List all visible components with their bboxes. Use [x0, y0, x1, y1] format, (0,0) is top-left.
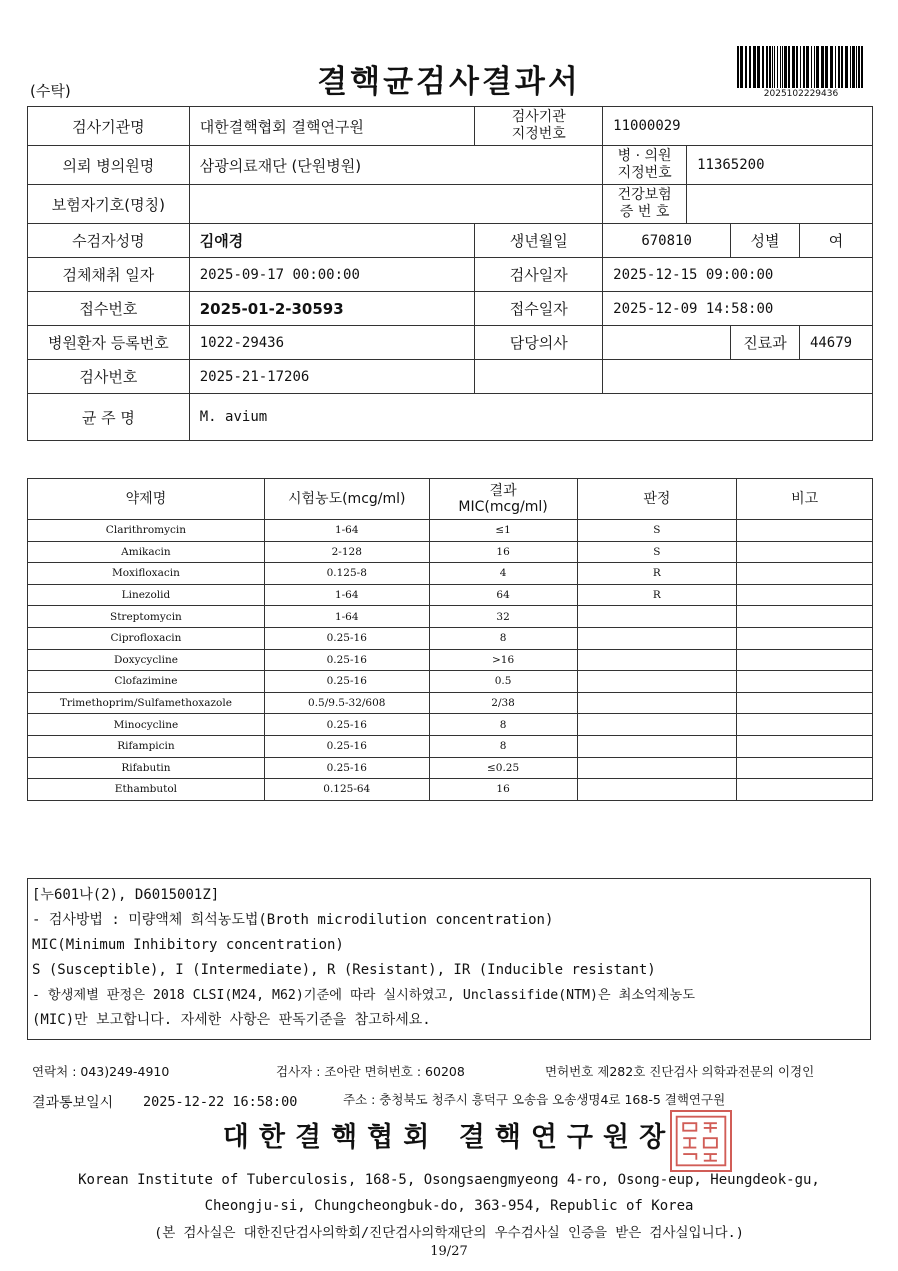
drug-name-cell: Rifampicin: [28, 735, 265, 757]
barcode-bar: [800, 46, 801, 88]
drug-name-cell: Streptomycin: [28, 606, 265, 628]
lab-name-label: 검사기관명: [28, 107, 190, 146]
health-ins-label: [603, 185, 687, 224]
barcode-bar: [780, 46, 781, 88]
sex-value: 여: [799, 224, 872, 258]
remarks-cell: [737, 671, 873, 693]
lab-code-label-text: 검사기관 지정번호: [511, 109, 566, 142]
test-conc-cell: 1-64: [264, 584, 429, 606]
patient-name-label: 수검자성명: [28, 224, 190, 258]
header-remarks: 비고: [737, 479, 873, 520]
barcode-bar: [806, 46, 809, 88]
barcode-bar: [777, 46, 778, 88]
hospital-code-label: [603, 146, 687, 185]
barcode-bar: [772, 46, 773, 88]
test-conc-cell: 0.25-16: [264, 735, 429, 757]
test-no-value: 2025-21-17206: [189, 360, 475, 394]
receipt-no-value: 2025-01-2-30593: [189, 292, 475, 326]
interpretation-cell: S: [577, 520, 737, 542]
collect-date-value: 2025-09-17 00:00:00: [189, 258, 475, 292]
table-row: [28, 671, 873, 693]
test-conc-cell: 0.125-8: [264, 563, 429, 585]
barcode-bar: [796, 46, 798, 88]
test-conc-cell: 1-64: [264, 520, 429, 542]
remarks-cell: [737, 757, 873, 779]
health-ins-value: [687, 185, 873, 224]
remarks-cell: [737, 627, 873, 649]
header-mic-text: 결과 MIC(mcg/ml): [458, 483, 548, 515]
certification-note: (본 검사실은 대한진단검사의학회/진단검사의학재단의 우수검사실 인증을 받은 검사실입니다.): [154, 1225, 744, 1241]
receipt-date-value: 2025-12-09 14:58:00: [603, 292, 873, 326]
interpretation-cell: [577, 671, 737, 693]
mic-cell: ≤0.25: [429, 757, 577, 779]
test-conc-cell: 0.125-64: [264, 779, 429, 801]
mic-cell: 0.5: [429, 671, 577, 693]
collect-date-label: 검체채취 일자: [28, 258, 190, 292]
test-date-label: 검사일자: [475, 258, 603, 292]
empty-cell: [475, 360, 603, 394]
hospital-code-label-text: 병 · 의원 지정번호: [617, 148, 672, 181]
remarks-cell: [737, 563, 873, 585]
barcode-bar: [745, 46, 747, 88]
address-korean: 주소 : 충청북도 청주시 흥덕구 오송읍 오송생명4로 168-5 결핵연구원: [343, 1092, 726, 1107]
report-datetime-label: 결과통보일시: [32, 1095, 114, 1111]
sex-label: 성별: [731, 224, 800, 258]
barcode-bar: [811, 46, 812, 88]
interpretation-cell: R: [577, 563, 737, 585]
table-row: [28, 649, 873, 671]
barcode-bar: [835, 46, 836, 88]
organism-label: 균 주 명: [28, 394, 190, 441]
table-row: [28, 520, 873, 542]
dept-label: 진료과: [731, 326, 800, 360]
note-line: [누601나(2), D6015001Z]: [32, 887, 220, 903]
barcode-bar: [816, 46, 819, 88]
barcode-bar: [856, 46, 857, 88]
interpretation-cell: S: [577, 541, 737, 563]
contact-info: 연락처 : 043)249-4910: [32, 1064, 170, 1079]
lab-code-label: [475, 107, 603, 146]
remarks-cell: [737, 735, 873, 757]
drug-name-cell: Ethambutol: [28, 779, 265, 801]
barcode-bar: [814, 46, 815, 88]
interpretation-cell: [577, 692, 737, 714]
insurer-label: 보험자기호(명칭): [28, 185, 190, 224]
table-row: [28, 735, 873, 757]
empty-cell: [603, 360, 873, 394]
address-english-line1: Korean Institute of Tuberculosis, 168-5, Osongsaengmyeong 4-ro, Osong-eup, Heungdeok-gu,: [78, 1172, 820, 1188]
doctor-value: [603, 326, 731, 360]
test-conc-cell: 0.25-16: [264, 714, 429, 736]
barcode-bar: [757, 46, 760, 88]
barcode-bar: [749, 46, 751, 88]
barcode-bar: [838, 46, 840, 88]
drug-name-cell: Amikacin: [28, 541, 265, 563]
barcode-bar: [845, 46, 848, 88]
barcode-number: 2025102229436: [763, 89, 839, 99]
barcode-bar: [858, 46, 860, 88]
patient-reg-value: 1022-29436: [189, 326, 475, 360]
barcode-bar: [792, 46, 795, 88]
barcode-bar: [737, 46, 739, 88]
barcode-bar: [766, 46, 768, 88]
mic-cell: >16: [429, 649, 577, 671]
drug-name-cell: Clofazimine: [28, 671, 265, 693]
barcode-bar: [784, 46, 787, 88]
barcode-bar: [740, 46, 743, 88]
lab-name-value: 대한결핵협회 결핵연구원: [189, 107, 475, 146]
patient-info-table: [27, 106, 873, 441]
report-datetime-value: 2025-12-22 16:58:00: [143, 1094, 298, 1110]
interpretation-cell: [577, 757, 737, 779]
lab-code-value: 11000029: [603, 107, 873, 146]
remarks-cell: [737, 584, 873, 606]
doctor-label: 담당의사: [475, 326, 603, 360]
barcode-bar: [803, 46, 805, 88]
remarks-cell: [737, 541, 873, 563]
remarks-cell: [737, 779, 873, 801]
interpretation-cell: [577, 649, 737, 671]
mic-cell: 8: [429, 714, 577, 736]
interpretation-cell: [577, 606, 737, 628]
test-conc-cell: 0.25-16: [264, 649, 429, 671]
interpretation-cell: R: [577, 584, 737, 606]
barcode-bar: [774, 46, 775, 88]
note-line: MIC(Minimum Inhibitory concentration): [32, 937, 344, 953]
table-row: [28, 779, 873, 801]
drug-name-cell: Minocycline: [28, 714, 265, 736]
header-interpretation: 판정: [577, 479, 737, 520]
header-test-conc: 시험농도(mcg/ml): [264, 479, 429, 520]
drug-susceptibility-table: [27, 478, 873, 801]
test-conc-cell: 0.5/9.5-32/608: [264, 692, 429, 714]
page-number: 19/27: [430, 1244, 468, 1259]
address-english-line2: Cheongju-si, Chungcheongbuk-do, 363-954, Republic of Korea: [204, 1198, 694, 1214]
remarks-cell: [737, 714, 873, 736]
hospital-code-value: 11365200: [687, 146, 873, 185]
remarks-cell: [737, 520, 873, 542]
note-line: (MIC)만 보고합니다. 자세한 사항은 판독기준을 참고하세요.: [32, 1012, 431, 1028]
barcode-bar: [753, 46, 756, 88]
remarks-cell: [737, 606, 873, 628]
test-conc-cell: 1-64: [264, 606, 429, 628]
mic-cell: 4: [429, 563, 577, 585]
drug-name-cell: Trimethoprim/Sulfamethoxazole: [28, 692, 265, 714]
interpretation-cell: [577, 735, 737, 757]
test-conc-cell: 0.25-16: [264, 757, 429, 779]
header-drug: 약제명: [28, 479, 265, 520]
dob-label: 생년월일: [475, 224, 603, 258]
table-row: [28, 692, 873, 714]
test-conc-cell: 0.25-16: [264, 671, 429, 693]
note-line: - 검사방법 : 미량액체 희석농도법(Broth microdilution concentration): [32, 912, 554, 928]
specialist-info: 면허번호 제282호 진단검사 의학과전문의 이경인: [545, 1064, 815, 1079]
barcode-bar: [821, 46, 824, 88]
note-line: - 항생제별 판정은 2018 CLSI(M24, M62)기준에 따라 실시하였고, Unclassifide(NTM)은 최소억제농도: [32, 988, 696, 1003]
mic-cell: 64: [429, 584, 577, 606]
drug-name-cell: Doxycycline: [28, 649, 265, 671]
insurer-value: [189, 185, 602, 224]
table-row: [28, 627, 873, 649]
mic-cell: 32: [429, 606, 577, 628]
barcode-bar: [861, 46, 863, 88]
drug-name-cell: Clarithromycin: [28, 520, 265, 542]
interpretation-cell: [577, 779, 737, 801]
institute-director-name: 대한결핵협회 결핵연구원장: [222, 1122, 676, 1153]
table-row: [28, 606, 873, 628]
barcode-bar: [762, 46, 764, 88]
barcode-bar: [850, 46, 851, 88]
receipt-date-label: 접수일자: [475, 292, 603, 326]
barcode-bar: [841, 46, 843, 88]
test-conc-cell: 0.25-16: [264, 627, 429, 649]
header-mic: [429, 479, 577, 520]
table-row: [28, 714, 873, 736]
mic-cell: 16: [429, 779, 577, 801]
consignment-label: (수탁): [30, 82, 71, 100]
barcode-bar: [782, 46, 783, 88]
test-date-value: 2025-12-15 09:00:00: [603, 258, 873, 292]
interpretation-cell: [577, 627, 737, 649]
table-row: [28, 541, 873, 563]
drug-name-cell: Linezolid: [28, 584, 265, 606]
drug-name-cell: Ciprofloxacin: [28, 627, 265, 649]
official-seal: [670, 1110, 732, 1172]
organism-value: M. avium: [189, 394, 872, 441]
tester-info: 검사자 : 조아란 면허번호 : 60208: [276, 1064, 465, 1079]
mic-cell: ≤1: [429, 520, 577, 542]
patient-reg-label: 병원환자 등록번호: [28, 326, 190, 360]
mic-cell: 2/38: [429, 692, 577, 714]
interpretation-cell: [577, 714, 737, 736]
drug-name-cell: Moxifloxacin: [28, 563, 265, 585]
document-title: 결핵균검사결과서: [317, 64, 581, 100]
remarks-cell: [737, 692, 873, 714]
table-row: [28, 584, 873, 606]
table-row: [28, 563, 873, 585]
health-ins-label-text: 건강보험 증 번 호: [617, 187, 672, 220]
receipt-no-label: 접수번호: [28, 292, 190, 326]
barcode-bar: [852, 46, 855, 88]
mic-cell: 8: [429, 627, 577, 649]
barcode-bar: [825, 46, 828, 88]
test-no-label: 검사번호: [28, 360, 190, 394]
req-hospital-label: 의뢰 병의원명: [28, 146, 190, 185]
method-notes: [27, 878, 871, 1040]
mic-cell: 8: [429, 735, 577, 757]
barcode-bar: [788, 46, 790, 88]
barcode: [735, 46, 867, 88]
patient-name-value: 김애경: [189, 224, 475, 258]
dept-value: 44679: [799, 326, 872, 360]
mic-cell: 16: [429, 541, 577, 563]
note-line: S (Susceptible), I (Intermediate), R (Resistant), IR (Inducible resistant): [32, 962, 656, 978]
barcode-bar: [830, 46, 833, 88]
req-hospital-value: 삼광의료재단 (단원병원): [189, 146, 602, 185]
table-row: [28, 757, 873, 779]
drug-name-cell: Rifabutin: [28, 757, 265, 779]
barcode-bar: [769, 46, 771, 88]
test-conc-cell: 2-128: [264, 541, 429, 563]
dob-value: 670810: [603, 224, 731, 258]
remarks-cell: [737, 649, 873, 671]
